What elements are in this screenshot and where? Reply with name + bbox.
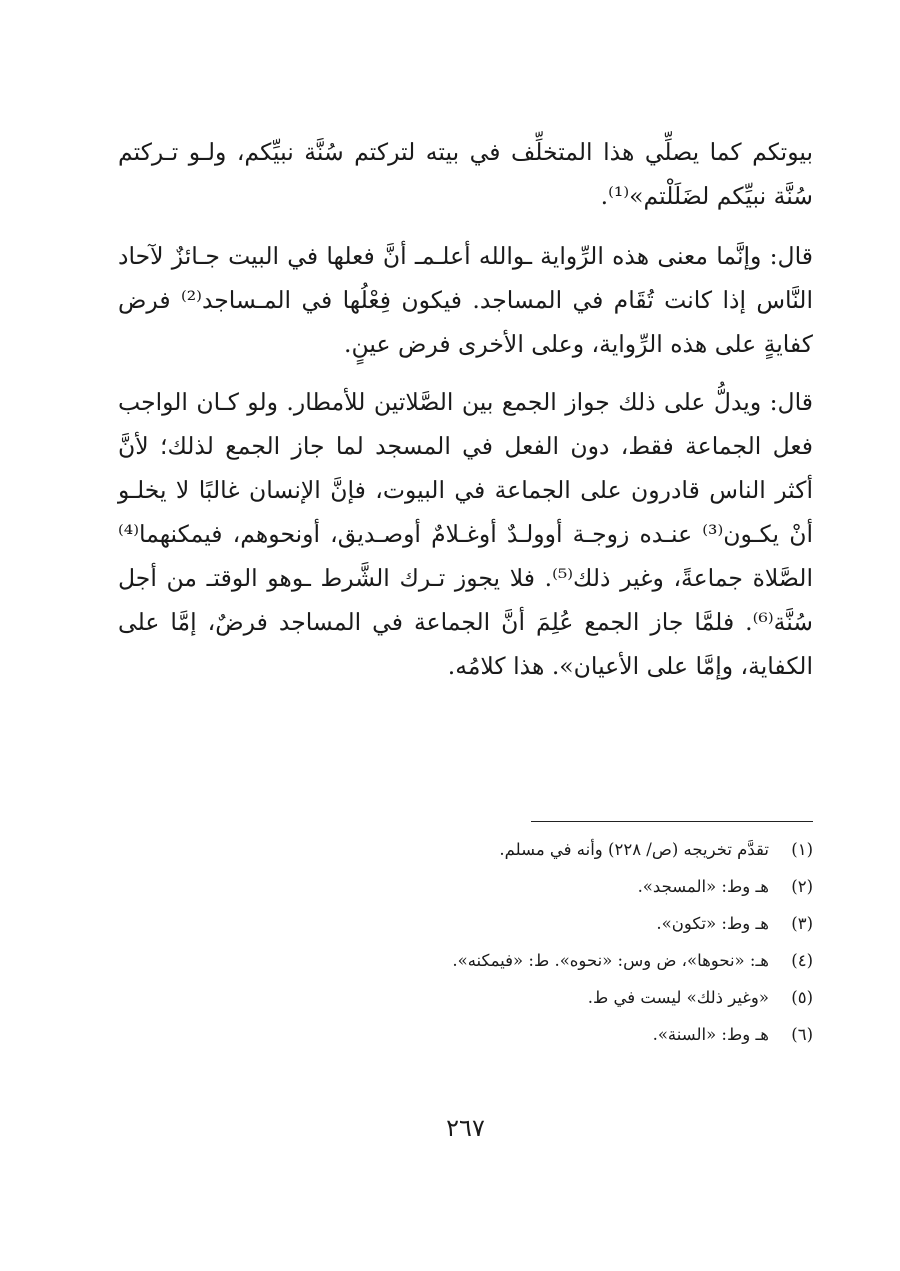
footnote-text: «وغير ذلك» ليست في ط.: [587, 988, 769, 1007]
footnote-item: [118, 986, 813, 1010]
footnote-number: (٣): [791, 914, 813, 933]
footnote-text: هـ: «نحوها»، ض وس: «نحوه». ط: «فيمكنه».: [452, 951, 769, 970]
footnote-number: (٤): [791, 951, 813, 970]
footnote-number: (١): [791, 840, 813, 859]
footnote-divider: [531, 821, 813, 822]
footnote-item: [118, 912, 813, 936]
book-page: [118, 130, 813, 1190]
footnotes: [118, 838, 813, 1060]
page-number: ٢٦٧: [446, 1114, 485, 1142]
footnote-number: (٢): [791, 877, 813, 896]
footnote-text: هـ وط: «تكون».: [656, 914, 769, 933]
footnote-item: [118, 838, 813, 862]
footnote-text: هـ وط: «المسجد».: [637, 877, 769, 896]
paragraph-continuation: بيوتكم كما يصلِّي هذا المتخلِّف في بيته لتركتم سُنَّة نبيِّكم، ولـو تـركتم سُنَّة نبيِّكم لضَلَلْتم»⁽¹⁾.: [118, 138, 813, 210]
footnote-number: (٥): [791, 988, 813, 1007]
footnote-item: [118, 875, 813, 899]
footnote-text: هـ وط: «السنة».: [652, 1025, 769, 1044]
footnote-text: تقدَّم تخريجه (ص/ ٢٢٨) وأنه في مسلم.: [499, 840, 769, 859]
paragraph-combining-prayers: قال: ويدلُّ على ذلك جواز الجمع بين الصَّلاتين للأمطار. ولو كـان الواجب فعل الجماعة فقط، دون الفعل في المسجد لما جاز الجمع لذلك؛ لأنَّ أكثر الناس قادرون على الجماعة في البيوت، فإنَّ الإنسان غالبًا لا يخلـو أنْ يكـون⁽³⁾ عنـده زوجـة أوولـدٌ أوغـلامٌ أوصـديق، أونحوهم، فيمكنهما⁽⁴⁾ الصَّلاة جماعةً، وغير ذلك⁽⁵⁾. فلا يجوز تـرك الشَّرط ـوهو الوقتـ من أجل سُنَّة⁽⁶⁾. فلمَّا جاز الجمع عُلِمَ أنَّ الجماعة في المساجد فرضٌ، إمَّا على الكفاية، وإمَّا على الأعيان». هذا كلامُه.: [118, 388, 813, 680]
footnote-number: (٦): [791, 1025, 813, 1044]
footnote-item: [118, 949, 813, 973]
footnote-item: [118, 1023, 813, 1047]
paragraph-meaning-of-narration: قال: وإنَّما معنى هذه الرِّواية ـوالله أعلـمـ أنَّ فعلها في البيت جـائزٌ لآحاد النَّاس إذا كانت تُقَام في المساجد. فيكون فِعْلُها في المـساجد⁽²⁾ فرض كفايةٍ على هذه الرِّواية، وعلى الأخرى فرض عينٍ.: [118, 242, 813, 358]
main-text: [118, 130, 813, 688]
